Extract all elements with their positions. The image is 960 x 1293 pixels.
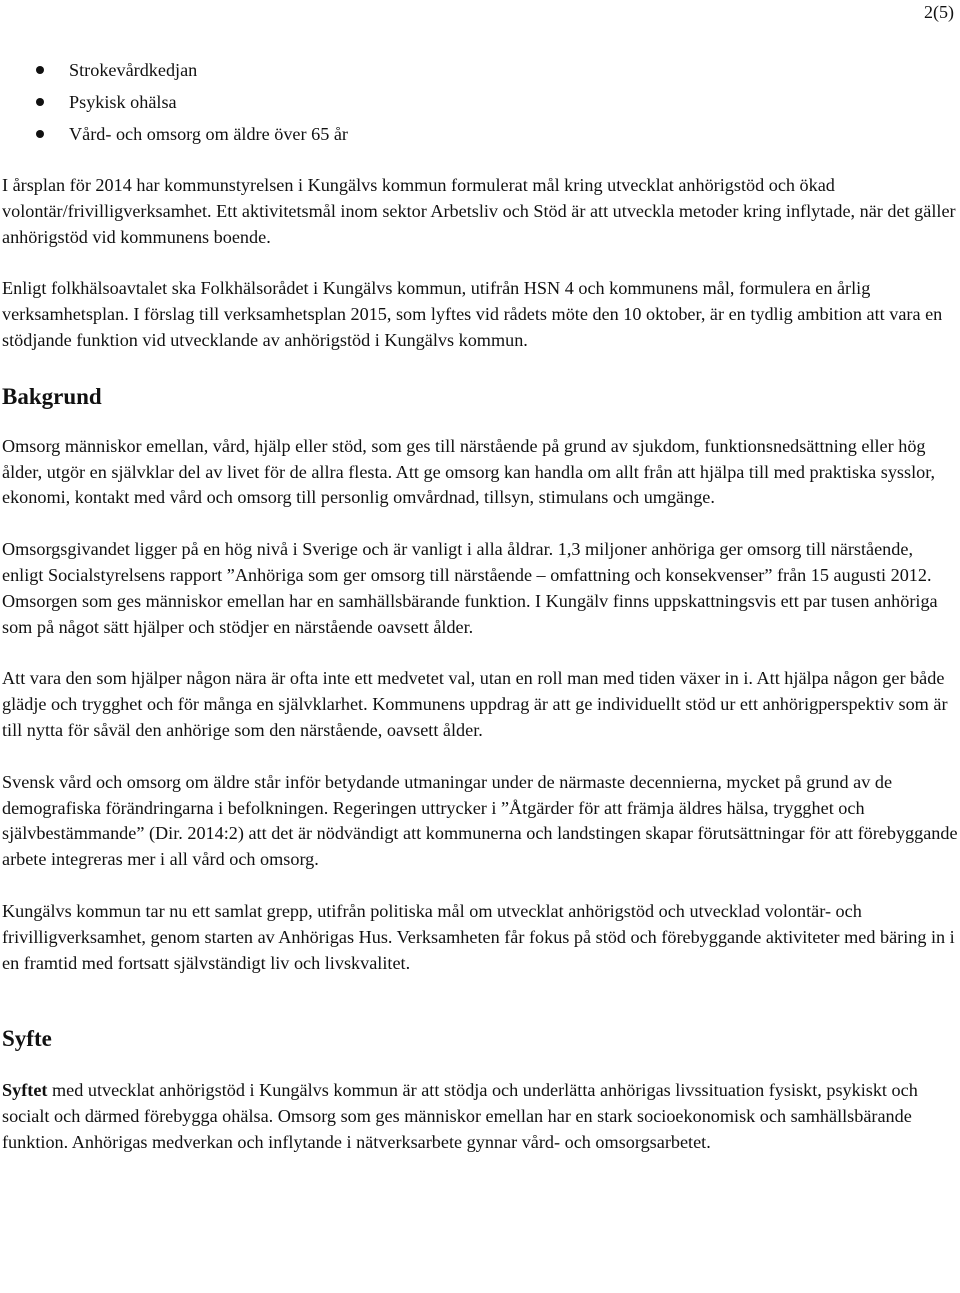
list-item-text: Vård- och omsorg om äldre över 65 år <box>69 124 348 144</box>
list-item <box>2 89 958 121</box>
bullet-list <box>2 57 958 153</box>
page-number: 2(5) <box>924 2 954 22</box>
body-paragraph: Omsorgsgivandet ligger på en hög nivå i Sverige och är vanligt i alla åldrar. 1,3 miljoner anhöriga ger omsorg till närstående, enligt Socialstyrelsens rapport ”Anhöriga som ger omsorg till närstående – omfattning och konsekvenser” från 15 augusti 2012. Omsorgen som ges människor emellan har en samhällsbärande funktion. I Kungälv finns uppskattningsvis ett par tusen anhöriga som på något sätt hjälper och stödjer en närstående oavsett ålder. <box>2 539 938 637</box>
bullet-icon <box>36 98 44 106</box>
list-item-text: Psykisk ohälsa <box>69 92 177 112</box>
body-paragraph: Svensk vård och omsorg om äldre står inför betydande utmaningar under de närmaste decennierna, mycket på grund av de demografiska förändringarna i befolkningen. Regeringen uttrycker i ”Åtgärder för att främja äldres hälsa, trygghet och självbestämmande” (Dir. 2014:2) att det är nödvändigt att kommunerna och landstingen skapar förutsättningar för att förebyggande arbete integreras mer i all vård och omsorg. <box>2 771 958 870</box>
section-heading-syfte: Syfte <box>2 1026 52 1052</box>
intro-paragraph: Enligt folkhälsoavtalet ska Folkhälsorådet i Kungälvs kommun, utifrån HSN 4 och kommunens mål, formulera en årlig verksamhetsplan. I förslag till verksamhetsplan 2015, som lyftes vid rådets möte den 10 oktober, är en tydlig ambition att vara en stödjande funktion vid utvecklande av anhörigstöd i Kungälvs kommun. <box>2 278 943 350</box>
purpose-text: med utvecklat anhörigstöd i Kungälvs kommun är att stödja och underlätta anhörigas livssituation fysiskt, psykiskt och socialt och därmed förebygga ohälsa. Omsorg som ges människor emellan har en stark socioekonomisk och samhällsbärande funktion. Anhörigas medverkan och inflytande i nätverksarbete gynnar vård- och omsorgsarbetet. <box>2 1080 918 1152</box>
list-item <box>2 121 958 153</box>
body-paragraph: Kungälvs kommun tar nu ett samlat grepp, utifrån politiska mål om utvecklat anhörigstöd och utvecklad volontär- och frivilligverksamhet, genom starten av Anhörigas Hus. Verksamheten får fokus på stöd och förebyggande aktiviteter med bäring in i en framtid med fortsatt självständigt liv och livskvalitet. <box>2 900 955 973</box>
bullet-icon <box>36 66 44 74</box>
body-paragraph: Omsorg människor emellan, vård, hjälp eller stöd, som ges till närstående på grund av sjukdom, funktionsnedsättning eller hög ålder, utgör en självklar del av livet för de allra flesta. Att ge omsorg kan handla om allt från att hjälpa till med praktiska sysslor, ekonomi, kontakt med vård och omsorg till personlig omvårdnad, tillsyn, stimulans och umgänge. <box>2 435 936 508</box>
purpose-lead-bold: Syftet <box>2 1080 48 1101</box>
document-body <box>2 57 958 1156</box>
intro-paragraph: I årsplan för 2014 har kommunstyrelsen i Kungälvs kommun formulerat mål kring utvecklat anhörigstöd och ökad volontär/frivilligverksamhet. Ett aktivitetsmål inom sektor Arbetsliv och Stöd är att utveckla metoder kring inflytade, när det gäller anhörigstöd vid kommunens boende. <box>2 175 956 247</box>
section-heading-bakgrund: Bakgrund <box>2 383 102 409</box>
list-item <box>2 57 958 89</box>
list-item-text: Strokevårdkedjan <box>69 60 198 80</box>
bullet-icon <box>36 130 44 138</box>
body-paragraph: Att vara den som hjälper någon nära är ofta inte ett medvetet val, utan en roll man med tiden växer in i. Att hjälpa någon ger både glädje och trygghet och för många en självklarhet. Kommunens uppdrag är att ge individuellt stöd ur ett anhörigperspektiv som är till nytta för såväl den anhörige som den närstående, oavsett ålder. <box>2 668 948 740</box>
purpose-paragraph <box>2 1078 958 1155</box>
